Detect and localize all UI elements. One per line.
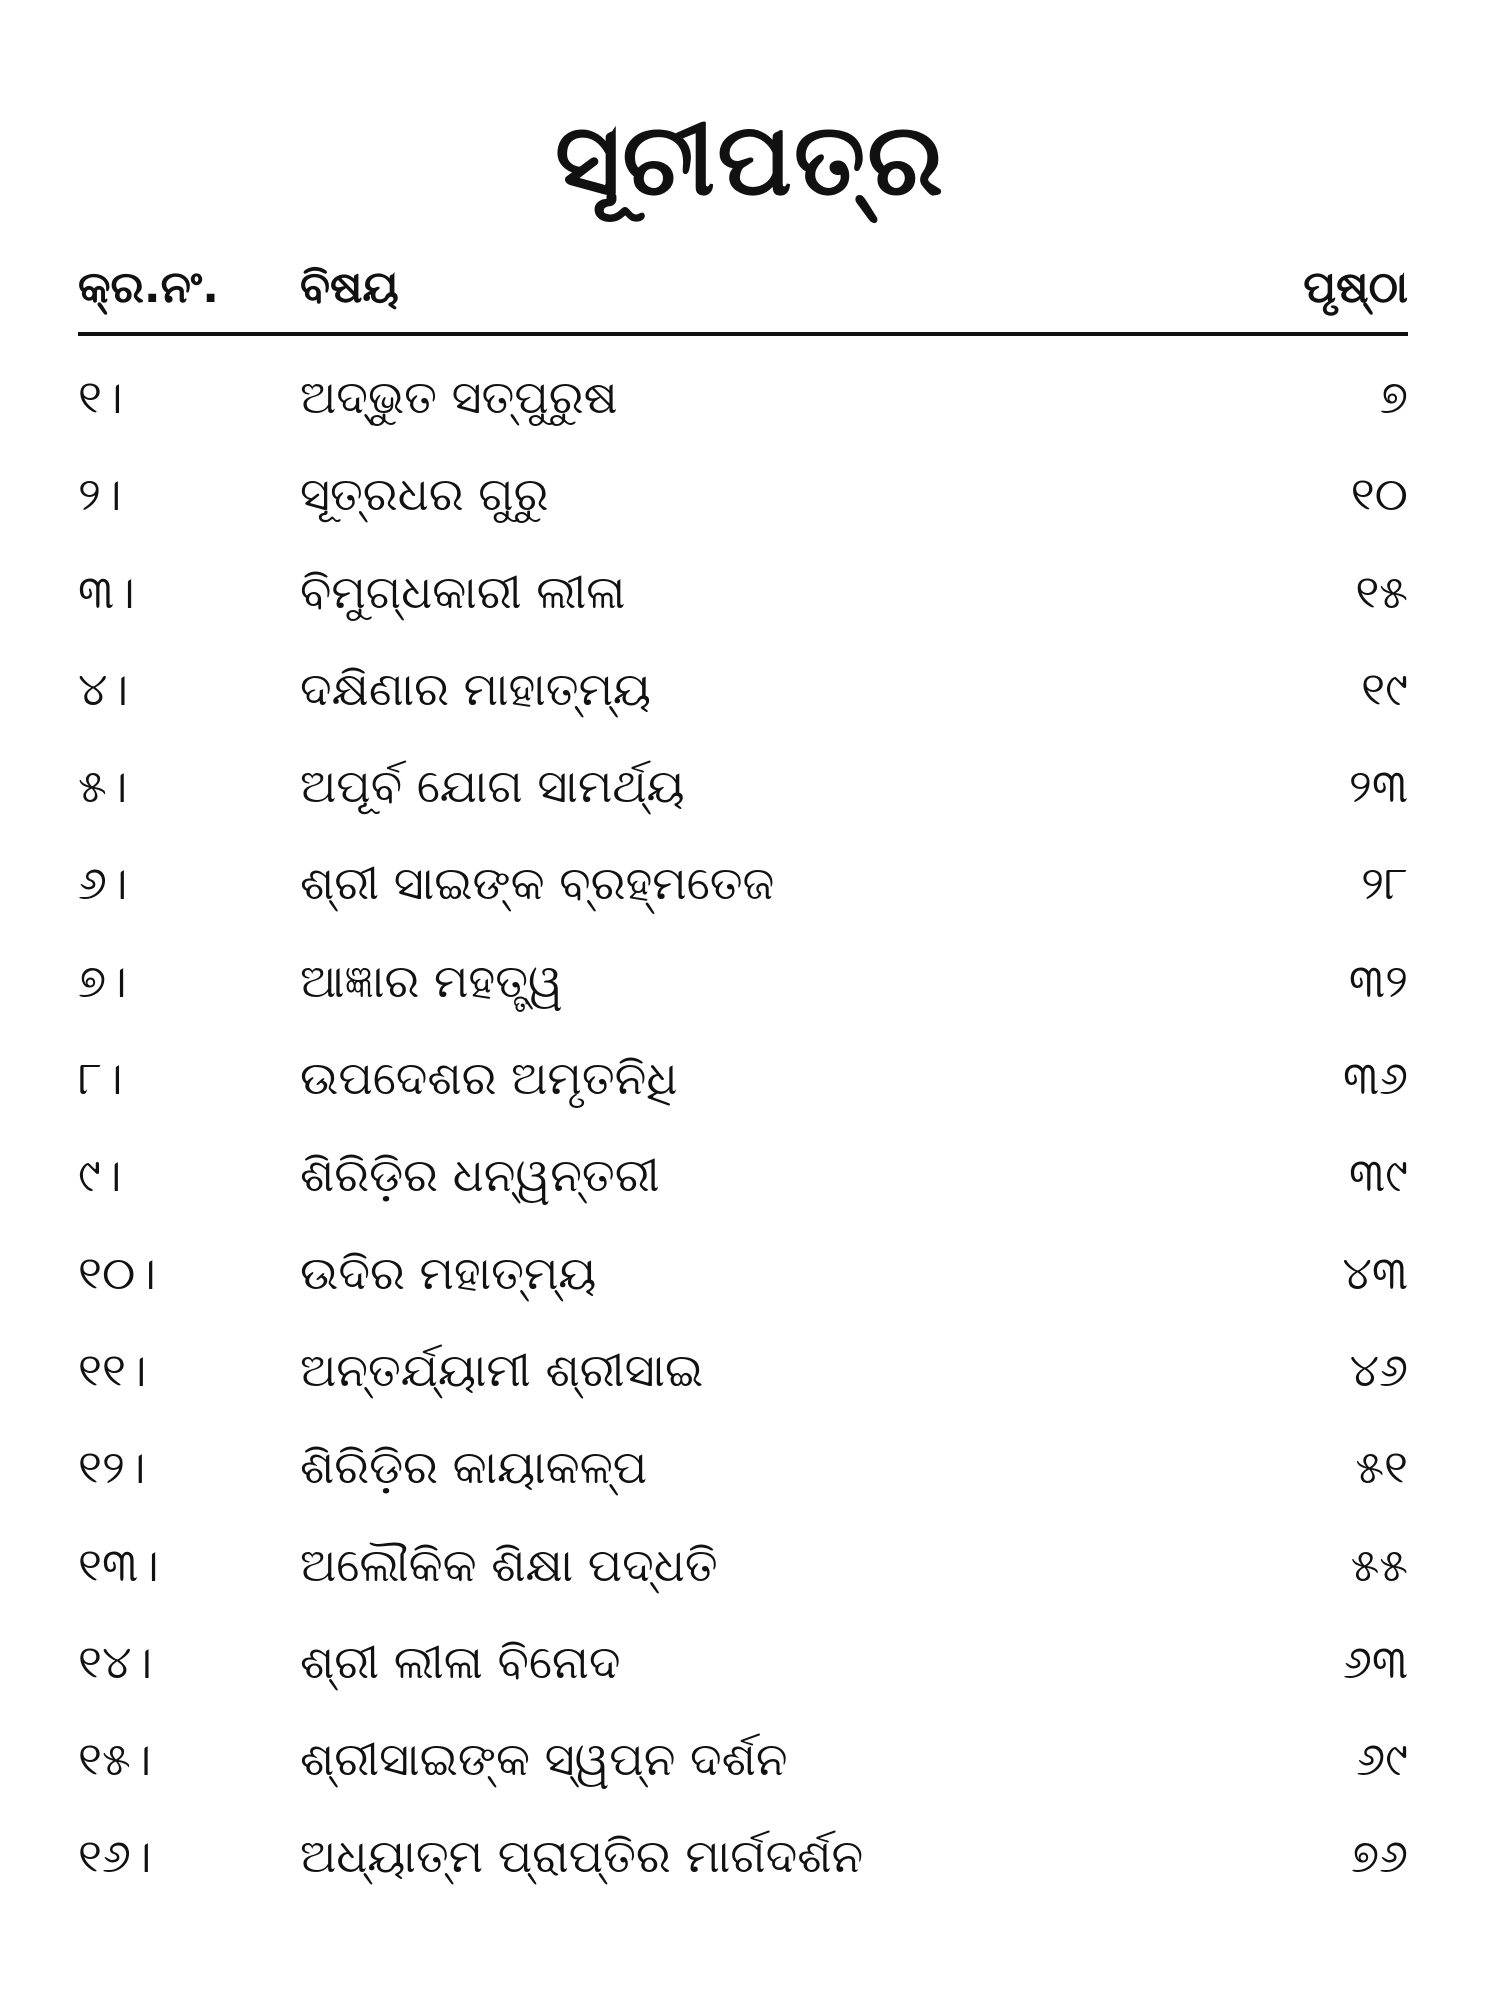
entry-number: ୩। — [78, 564, 135, 619]
header-page: ପୃଷ୍ଠା — [1303, 262, 1408, 313]
toc-header — [78, 258, 1408, 318]
entry-subject: ଦକ୍ଷିଣାର ମାହାତ୍ମ୍ୟ — [300, 661, 651, 716]
entry-subject: ଅଧ୍ୟାତ୍ମ ପ୍ରାପ୍ତିର ମାର୍ଗଦର୍ଶନ — [300, 1829, 864, 1884]
toc-entry — [78, 946, 1408, 1043]
header-divider — [78, 332, 1408, 336]
entry-page: ୭ — [1379, 370, 1408, 424]
entry-number: ୧। — [78, 370, 123, 424]
entry-number: ୧୬। — [78, 1829, 152, 1884]
toc-entry — [78, 362, 1408, 459]
toc-entry — [78, 557, 1408, 654]
entry-subject: ଅନ୍ତର୍ଯ୍ୟାମୀ ଶ୍ରୀସାଇ — [300, 1342, 704, 1397]
entry-page: ୭୬ — [1350, 1829, 1408, 1884]
entry-page: ୧୯ — [1361, 661, 1408, 716]
entry-number: ୧୨। — [78, 1440, 146, 1495]
entry-number: ୧୫। — [78, 1732, 152, 1787]
entry-subject: ବିମୁଗ୍ଧକାରୀ ଲୀଳା — [300, 564, 626, 619]
page-title: ସୂଚୀପତ୍ର — [555, 101, 945, 218]
entry-page: ୧୦ — [1350, 467, 1408, 522]
entry-page: ୩୯ — [1348, 1148, 1408, 1203]
toc-entry — [78, 751, 1408, 848]
toc-entry — [78, 1043, 1408, 1140]
entry-number: ୯। — [78, 1148, 122, 1203]
toc-entry — [78, 1724, 1408, 1821]
entry-page: ୩୨ — [1348, 953, 1408, 1008]
toc-entry — [78, 1627, 1408, 1724]
toc-list — [78, 362, 1408, 1919]
entry-subject: ଅଲୌକିକ ଶିକ୍ଷା ପଦ୍ଧତି — [300, 1537, 718, 1592]
entry-page: ୫୫ — [1350, 1537, 1408, 1592]
toc-entry — [78, 1238, 1408, 1335]
entry-subject: ସୂତ୍ରଧର ଗୁରୁ — [300, 467, 549, 522]
entry-page: ୬୩ — [1342, 1634, 1408, 1689]
entry-number: ୧୩। — [78, 1537, 159, 1592]
entry-page: ୨୩ — [1348, 759, 1408, 814]
entry-subject: ଅପୂର୍ବ ଯୋଗ ସାମର୍ଥ୍ୟ — [300, 759, 685, 814]
entry-number: ୧୧। — [78, 1342, 147, 1397]
toc-entry — [78, 1821, 1408, 1918]
entry-subject: ଶ୍ରୀ ସାଇଙ୍କ ବ୍ରହ୍ମତେଜ — [300, 856, 775, 911]
toc-entry — [78, 848, 1408, 945]
entry-number: ୬। — [78, 856, 128, 911]
toc-entry — [78, 1432, 1408, 1529]
entry-subject: ଆଜ୍ଞାର ମହତ୍ତ୍ୱ — [300, 953, 563, 1008]
toc-entry — [78, 459, 1408, 556]
entry-number: ୪। — [78, 661, 129, 716]
entry-subject: ଉଦିର ମହାତ୍ମ୍ୟ — [300, 1245, 597, 1300]
entry-number: ୧୪। — [78, 1634, 153, 1689]
header-number: କ୍ର.ନଂ. — [78, 262, 219, 313]
entry-subject: ଶ୍ରୀସାଇଙ୍କ ସ୍ୱପ୍ନ ଦର୍ଶନ — [300, 1732, 788, 1787]
entry-number: ୮। — [78, 1051, 123, 1106]
entry-page: ୪୬ — [1349, 1342, 1408, 1397]
entry-number: ୧୦। — [78, 1245, 156, 1300]
entry-subject: ଶ୍ରୀ ଲୀଳା ବିନୋଦ — [300, 1634, 621, 1689]
toc-entry — [78, 1140, 1408, 1237]
entry-page: ୧୫ — [1355, 564, 1408, 619]
entry-page: ୨୮ — [1361, 856, 1408, 911]
entry-number: ୫। — [78, 759, 128, 814]
entry-subject: ଅଦ୍ଭୁତ ସତ୍‌ପୁରୁଷ — [300, 370, 618, 424]
entry-page: ୬୯ — [1356, 1732, 1408, 1787]
entry-number: ୨। — [78, 467, 122, 522]
entry-subject: ଶିରିଡ଼ିର ଧନ୍ୱନ୍ତରୀ — [300, 1148, 660, 1203]
entry-page: ୪୩ — [1342, 1245, 1408, 1300]
toc-entry — [78, 1530, 1408, 1627]
entry-subject: ଶିରିଡ଼ିର କାୟାକଳ୍ପ — [300, 1440, 648, 1495]
entry-number: ୭। — [78, 953, 127, 1008]
header-subject: ବିଷୟ — [300, 262, 399, 313]
toc-entry — [78, 1335, 1408, 1432]
entry-page: ୩୬ — [1342, 1051, 1408, 1106]
entry-page: ୫୧ — [1355, 1440, 1408, 1495]
entry-subject: ଉପଦେଶର ଅମୃତନିଧି — [300, 1051, 678, 1106]
toc-entry — [78, 654, 1408, 751]
